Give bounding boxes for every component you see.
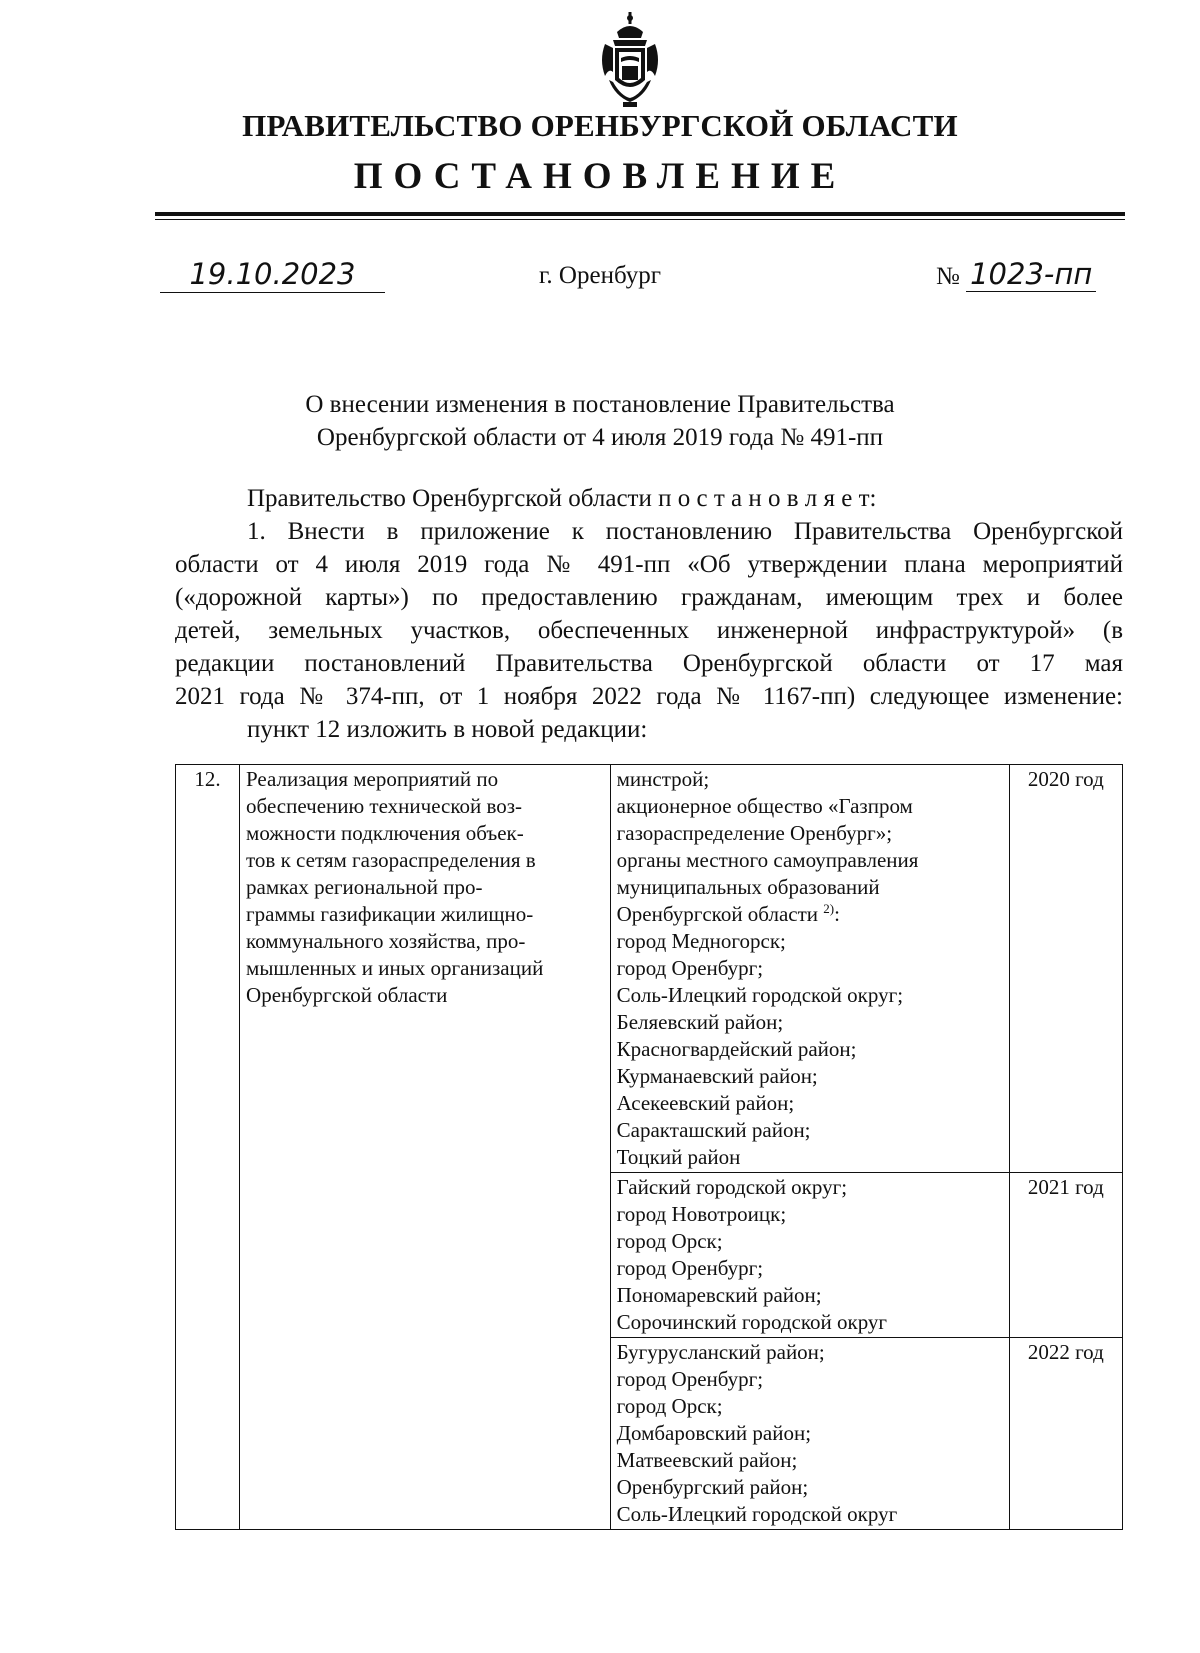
table-row [176,765,1123,1173]
coat-of-arms-emblem [595,10,665,110]
item1-line: области от 4 июля 2019 года № 491-пп «Об утверждении плана мероприятий [175,551,1123,578]
executor-line: город Оренбург; [616,1367,764,1391]
executor-line: минстрой; [616,767,710,791]
number-sign: № [936,263,960,290]
activity-line: Оренбургской области [246,983,448,1007]
executor-line: Соль-Илецкий городской округ; [616,983,904,1007]
decree-subject: Правительство Оренбургской области [247,485,652,512]
executor-line: муниципальных образований [616,875,880,899]
decree-intro [247,482,876,515]
item1-line: редакции постановлений Правительства Оренбургской области от 17 мая [175,650,1123,677]
activity-line: можности подключения объек- [246,821,524,845]
header-divider-thin [155,219,1125,220]
executor-line: Пономаревский район; [616,1283,822,1307]
footnote-mark: 2) [823,901,835,916]
executor-line: Тоцкий район [616,1145,741,1169]
executor-line: газораспределение Оренбург»; [616,821,893,845]
activity-line: Реализация мероприятий по [246,767,499,791]
executor-text: Оренбургской области [616,902,819,926]
activity-line: обеспечению технической воз- [246,794,523,818]
plan-table [175,764,1123,1530]
executor-line: Сорочинский городской округ [616,1310,888,1334]
activity-cell [240,765,611,1530]
activity-line: коммунального хозяйства, про- [246,929,526,953]
executor-line: Асекеевский район; [616,1091,795,1115]
executor-line: город Медногорск; [616,929,786,953]
year-cell: 2022 год [1009,1338,1122,1530]
header-divider-thick [155,212,1125,216]
executor-line: город Оренбург; [616,1256,764,1280]
year-cell: 2021 год [1009,1173,1122,1338]
executor-line: город Орск; [616,1229,723,1253]
executor-line: Курманаевский район; [616,1064,818,1088]
executor-line: Бугурусланский район; [616,1340,825,1364]
executor-line: город Новотроицк; [616,1202,787,1226]
item1-line: 2021 года № 374-пп, от 1 ноября 2022 года № 1167-пп) следующее изменение: [175,683,1123,710]
point-line: пункт 12 изложить в новой редакции: [247,716,648,743]
executor-line: Оренбургский район; [616,1475,809,1499]
decree-verb: п о с т а н о в л я е т: [658,485,877,512]
year-cell: 2020 год [1009,765,1122,1173]
activity-line: граммы газификации жилищно- [246,902,534,926]
executor-line: акционерное общество «Газпром [616,794,913,818]
item1-line: детей, земельных участков, обеспеченных инженерной инфраструктурой» (в [175,617,1123,644]
executor-line: органы местного самоуправления [616,848,919,872]
document-number [936,256,1096,295]
executors-cell [610,765,1009,1173]
activity-line: рамках региональной про- [246,875,483,899]
document-city: г. Оренбург [539,262,661,289]
executor-line: Матвеевский район; [616,1448,798,1472]
document-title [0,388,1200,454]
executor-line: Беляевский район; [616,1010,784,1034]
executor-line: город Орск; [616,1394,723,1418]
number-value: 1023-пп [966,257,1096,292]
document-date: 19.10.2023 [160,256,385,293]
activity-line: мышленных и иных организаций [246,956,544,980]
executor-line: Саракташский район; [616,1118,811,1142]
title-line: Оренбургской области от 4 июля 2019 года № 491-пп [316,424,884,451]
executor-line: Домбаровский район; [616,1421,812,1445]
executor-line: город Оренбург; [616,956,764,980]
footnote-suffix: : [834,902,840,926]
executors-cell [610,1173,1009,1338]
activity-line: тов к сетям газораспределения в [246,848,536,872]
row-number: 12. [176,765,240,1530]
executor-line: Гайский городской округ; [616,1175,848,1199]
executor-line: Красногвардейский район; [616,1037,857,1061]
title-line: О внесении изменения в постановление Правительства [305,391,895,418]
document-type: ПОСТАНОВЛЕНИЕ [353,156,847,197]
executors-cell [610,1338,1009,1530]
item1-line: 1. Внести в приложение к постановлению Правительства Оренбургской [247,518,1123,545]
executor-line: Соль-Илецкий городской округ [616,1502,898,1526]
organization-name: ПРАВИТЕЛЬСТВО ОРЕНБУРГСКОЙ ОБЛАСТИ [242,108,958,143]
executor-line-with-footnote [617,901,1003,928]
item1-line: («дорожной карты») по предоставлению гражданам, имеющим трех и более [175,584,1123,611]
